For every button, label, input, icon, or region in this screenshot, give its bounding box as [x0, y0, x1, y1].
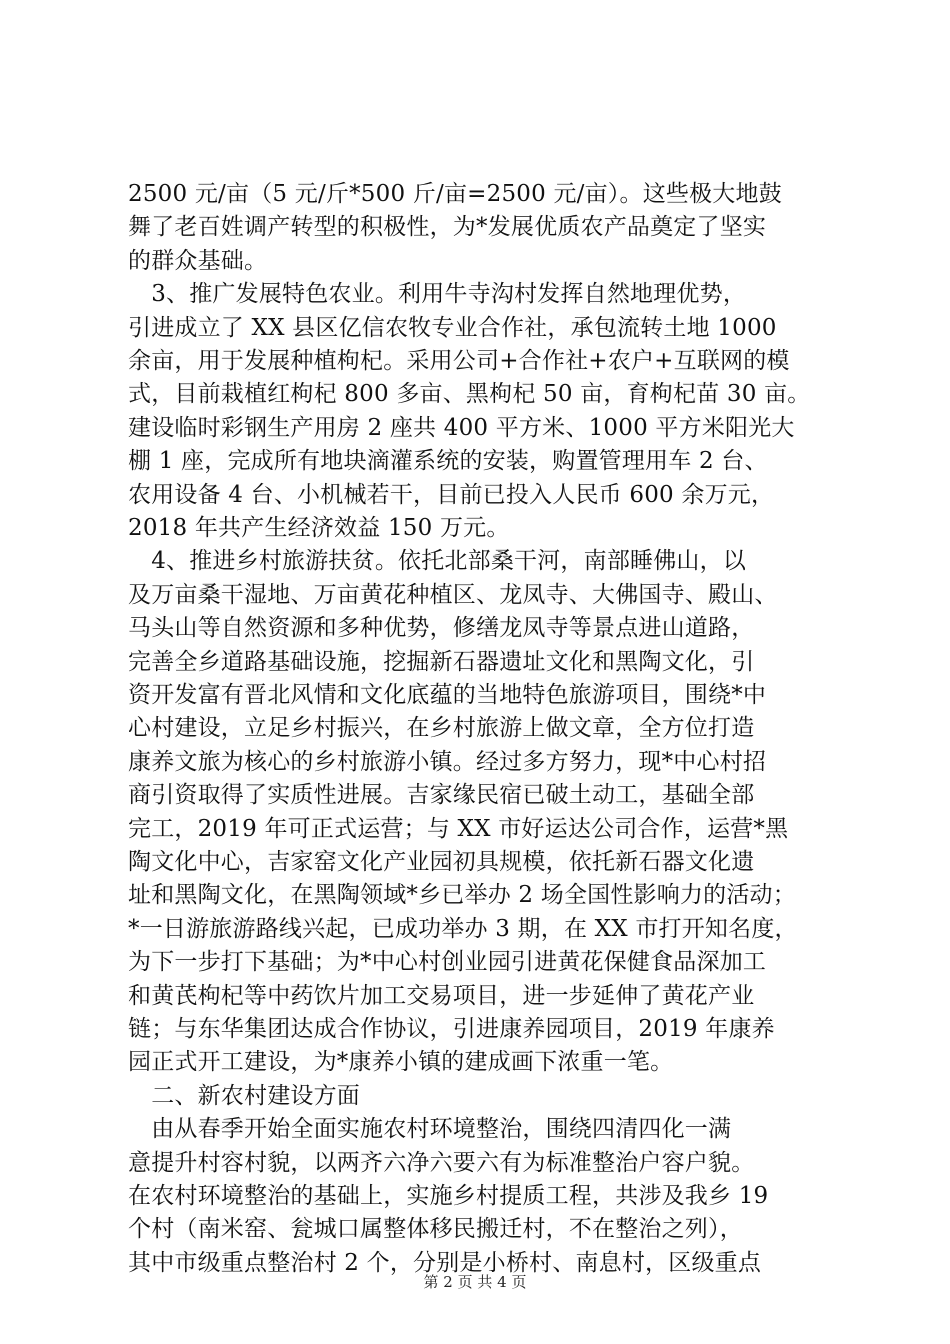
text-line: 3、推广发展特色农业。利用牛寺沟村发挥自然地理优势， — [128, 281, 747, 308]
text-line: 其中市级重点整治村 2 个，分别是小桥村、南息村，区级重点 — [128, 1249, 762, 1276]
text-line: 农用设备 4 台、小机械若干，目前已投入人民币 600 余万元， — [128, 481, 775, 508]
text-line: 由从春季开始全面实施农村环境整治，围绕四清四化一满 — [128, 1116, 732, 1143]
text-line: 马头山等自然资源和多种优势，修缮龙凤寺等景点进山道路， — [128, 615, 755, 642]
text-line: 资开发富有晋北风情和文化底蕴的当地特色旅游项目，围绕*中 — [128, 682, 767, 708]
text-line: *一日游旅游路线兴起，已成功举办 3 期，在 XX 市打开知名度， — [128, 915, 798, 942]
text-line: 链；与东华集团达成合作协议，引进康养园项目，2019 年康养 — [128, 1016, 775, 1042]
text-line: 心村建设，立足乡村振兴，在乡村旅游上做文章，全方位打造 — [128, 715, 755, 742]
text-line: 意提升村容村貌，以两齐六净六要六有为标准整治户容户貌。 — [128, 1149, 755, 1176]
text-line: 及万亩桑干湿地、万亩黄花种植区、龙凤寺、大佛国寺、殿山、 — [128, 581, 778, 608]
text-line: 二、新农村建设方面 — [128, 1082, 360, 1109]
text-line: 和黄芪枸杞等中药饮片加工交易项目，进一步延伸了黄花产业 — [128, 982, 755, 1009]
text-line: 式，目前栽植红枸杞 800 多亩、黑枸杞 50 亩，育枸杞苗 30 亩。 — [128, 381, 811, 408]
text-line: 舞了老百姓调产转型的积极性，为*发展优质农产品奠定了坚实 — [128, 214, 767, 241]
text-line: 园正式开工建设，为*康养小镇的建成画下浓重一笔。 — [128, 1049, 674, 1076]
text-line: 余亩，用于发展种植枸杞。采用公司+合作社+农户+互联网的模 — [128, 348, 790, 374]
page-footer: 第 2 页 共 4 页 — [423, 1273, 527, 1291]
text-line: 的群众基础。 — [128, 247, 268, 274]
text-line: 棚 1 座，完成所有地块滴灌系统的安装，购置管理用车 2 台、 — [128, 448, 768, 475]
text-line: 引进成立了 XX 县区亿信农牧专业合作社，承包流转土地 1000 — [128, 314, 777, 341]
text-line: 完善全乡道路基础设施，挖掘新石器遗址文化和黑陶文化，引 — [128, 648, 755, 675]
text-line: 2500 元/亩（5 元/斤*500 斤/亩=2500 元/亩）。这些极大地鼓 — [128, 181, 782, 207]
text-line: 完工，2019 年可正式运营；与 XX 市好运达公司合作，运营*黑 — [128, 815, 789, 842]
text-line: 建设临时彩钢生产用房 2 座共 400 平方米、1000 平方米阳光大 — [128, 414, 795, 441]
text-line: 4、推进乡村旅游扶贫。依托北部桑干河，南部睡佛山，以 — [128, 548, 747, 575]
text-line: 2018 年共产生经济效益 150 万元。 — [128, 515, 510, 541]
text-line: 陶文化中心，吉家窑文化产业园初具规模，依托新石器文化遗 — [128, 849, 755, 875]
text-line: 址和黑陶文化，在黑陶领域*乡已举办 2 场全国性影响力的活动； — [128, 882, 796, 909]
text-line: 商引资取得了实质性进展。吉家缘民宿已破土动工，基础全部 — [128, 782, 755, 809]
text-line: 康养文旅为核心的乡村旅游小镇。经过多方努力，现*中心村招 — [128, 748, 767, 775]
text-line: 为下一步打下基础；为*中心村创业园引进黄花保健食品深加工 — [128, 949, 767, 976]
text-line: 在农村环境整治的基础上，实施乡村提质工程，共涉及我乡 19 — [128, 1183, 769, 1209]
text-line: 个村（南米窑、瓮城口属整体移民搬迁村，不在整治之列）， — [128, 1216, 743, 1243]
